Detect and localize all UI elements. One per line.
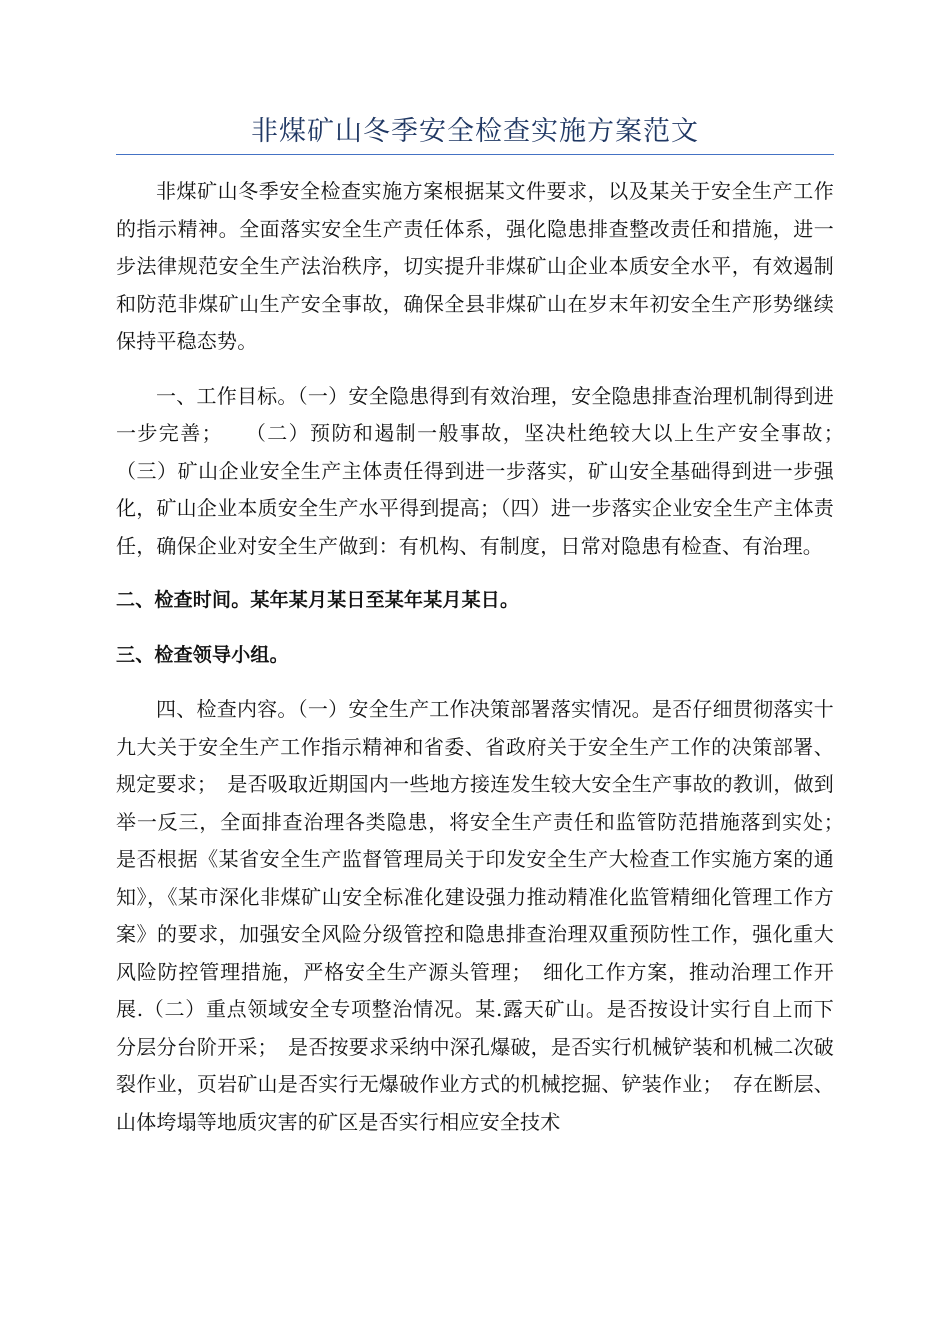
work-goals-paragraph: 一、工作目标。（一）安全隐患得到有效治理，安全隐患排查治理机制得到进一步完善； （二）预防和遏制一般事故，坚决杜绝较大以上生产安全事故； （三）矿山企业安全生产主体责任得到进一步落实，矿山安全基础得到进一步强化，矿山企业本质安全生产水平得到提高；（四）进一步落实企业安全生产主体责任，确保企业对安全生产做到：有机构、有制度，日常对隐患有检查、有治理。 [116, 383, 875, 558]
document-title: 非煤矿山冬季安全检查实施方案范文 [251, 116, 699, 147]
inspection-time-heading: 二、检查时间。某年某月某日至某年某月某日。 [116, 589, 520, 611]
title-underline [116, 154, 834, 155]
intro-paragraph: 非煤矿山冬季安全检查实施方案根据某文件要求，以及某关于安全生产工作的指示精神。全面落实安全生产责任体系，强化隐患排查整改责任和措施，进一步法律规范安全生产法治秩序，切实提升非煤矿山企业本质安全水平，有效遏制和防范非煤矿山生产安全事故，确保全县非煤矿山在岁末年初安全生产形势继续保持平稳态势。 [116, 179, 834, 353]
document-body [116, 173, 875, 1141]
leadership-group-heading: 三、检查领导小组。 [116, 643, 289, 666]
inspection-content-paragraph: 四、检查内容。（一）安全生产工作决策部署落实情况。是否仔细贯彻落实十九大关于安全生产工作指示精神和省委、省政府关于安全生产工作的决策部署、规定要求； 是否吸取近期国内一些地方接连发生较大安全生产事故的教训，做到举一反三，全面排查治理各类隐患，将安全生产责任和监管防范措施落到实处； 是否根据《某省安全生产监督管理局关于印发安全生产大检查工作实施方案的通知》，《某市深化非煤矿山安全标准化建设强力推动精准化监管精细化管理工作方案》的要求，加强安全风险分级管控和隐患排查治理双重预防性工作，强化重大风险防控管理措施，严格安全生产源头管理； 细化工作方案，推动治理工作开展.（二）重点领域安全专项整治情况。某.露天矿山。是否按设计实行自上而下分层分台阶开采； 是否按要求采纳中深孔爆破，是否实行机械铲装和机械二次破裂作业，页岩矿山是否实行无爆破作业方式的机械挖掘、铲装作业； 存在断层、山体垮塌等地质灾害的矿区是否实行相应安全技术 [116, 697, 875, 1134]
